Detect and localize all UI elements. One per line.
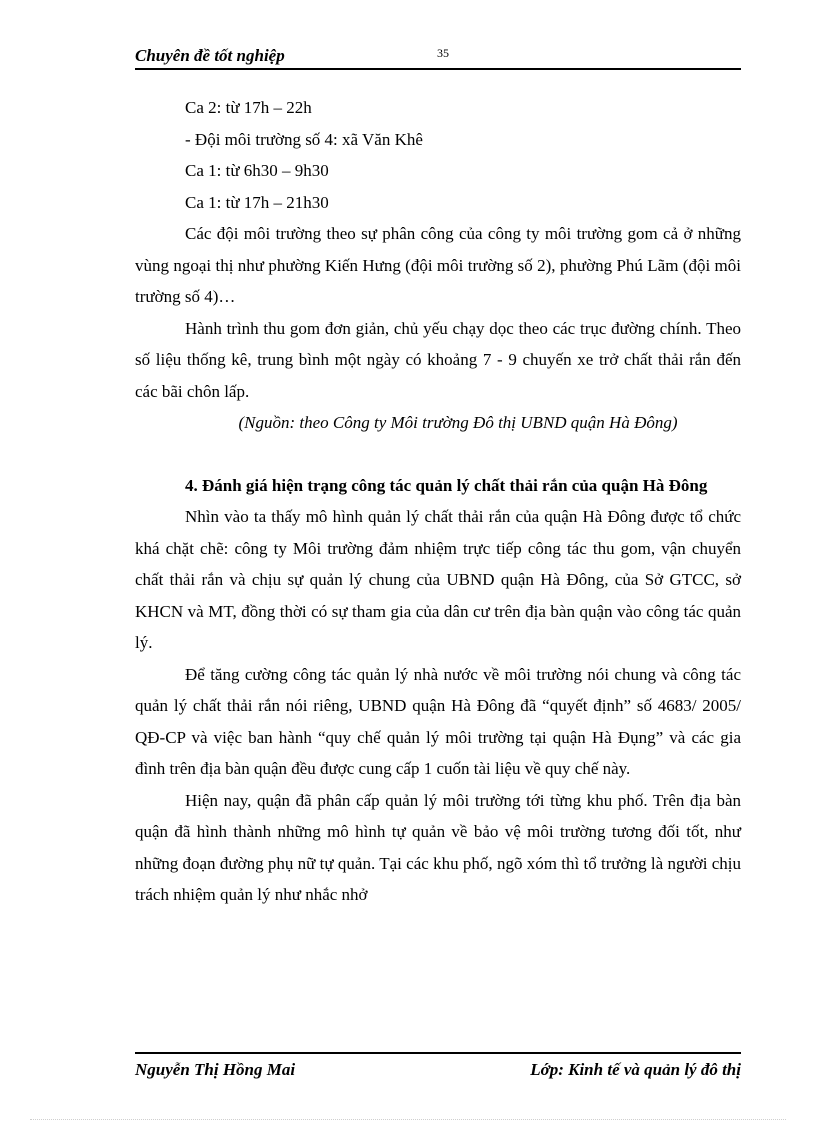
page-footer: [135, 1052, 741, 1084]
page-header: [135, 44, 741, 70]
section-heading: 4. Đánh giá hiện trạng công tác quản lý chất thải rắn của quận Hà Đông: [185, 475, 708, 495]
paragraph: Hành trình thu gom đơn giản, chủ yếu chạy dọc theo các trục đường chính. Theo số liệu thống kê, trung bình một ngày có khoảng 7 - 9 chuyến xe trở chất thải rắn đến các bãi chôn lấp.: [135, 318, 741, 401]
page-number: 35: [437, 46, 449, 60]
schedule-line: Ca 2: từ 17h – 22h: [185, 98, 312, 117]
paragraph: Hiện nay, quận đã phân cấp quản lý môi trường tới từng khu phố. Trên địa bàn quận đã hình thành những mô hình tự quản về bảo vệ môi trường tương đối tốt, như những đoạn đường phụ nữ tự quản. Tại các khu phố, ngõ xóm thì tổ trưởng là người chịu trách nhiệm quản lý như nhắc nhở: [135, 790, 741, 904]
schedule-line: Ca 1: từ 17h – 21h30: [185, 192, 329, 212]
footer-author: Nguyễn Thị Hồng Mai: [135, 1060, 296, 1079]
paragraph: Nhìn vào ta thấy mô hình quản lý chất thải rắn của quận Hà Đông được tổ chức khá chặt chẽ: công ty Môi trường đảm nhiệm trực tiếp công tác thu gom, vận chuyển chất thải rắn và chịu sự quản lý chung của UBND quận Hà Đông, của Sở GTCC, sở KHCN và MT, đồng thời có sự tham gia của dân cư trên địa bàn quận vào công tác quản lý.: [135, 507, 741, 652]
page-edge-divider: [30, 1119, 786, 1120]
spacer: [135, 439, 741, 470]
footer-class: Lớp: Kinh tế và quản lý đô thị: [530, 1060, 741, 1079]
source-citation: (Nguồn: theo Công ty Môi trường Đô thị UBND quận Hà Đông): [238, 413, 678, 432]
paragraph: Để tăng cường công tác quản lý nhà nước về môi trường nói chung và công tác quản lý chất thải rắn nói riêng, UBND quận Hà Đông đã “quyết định” số 4683/ 2005/ QĐ-CP và việc ban hành “quy chế quản lý môi trường tại quận Hà Đụng” và các gia đình trên địa bàn quận đều được cung cấp 1 cuốn tài liệu về quy chế này.: [135, 664, 741, 778]
paragraph: Các đội môi trường theo sự phân công của công ty môi trường gom cả ở những vùng ngoại thị như phường Kiến Hưng (đội môi trường số 2), phường Phú Lãm (đội môi trường số 4)…: [135, 224, 741, 306]
schedule-line: Ca 1: từ 6h30 – 9h30: [185, 161, 329, 180]
header-title: Chuyên đề tốt nghiệp: [135, 46, 285, 65]
schedule-line: - Đội môi trường số 4: xã Văn Khê: [185, 129, 423, 149]
document-body: [135, 92, 741, 911]
